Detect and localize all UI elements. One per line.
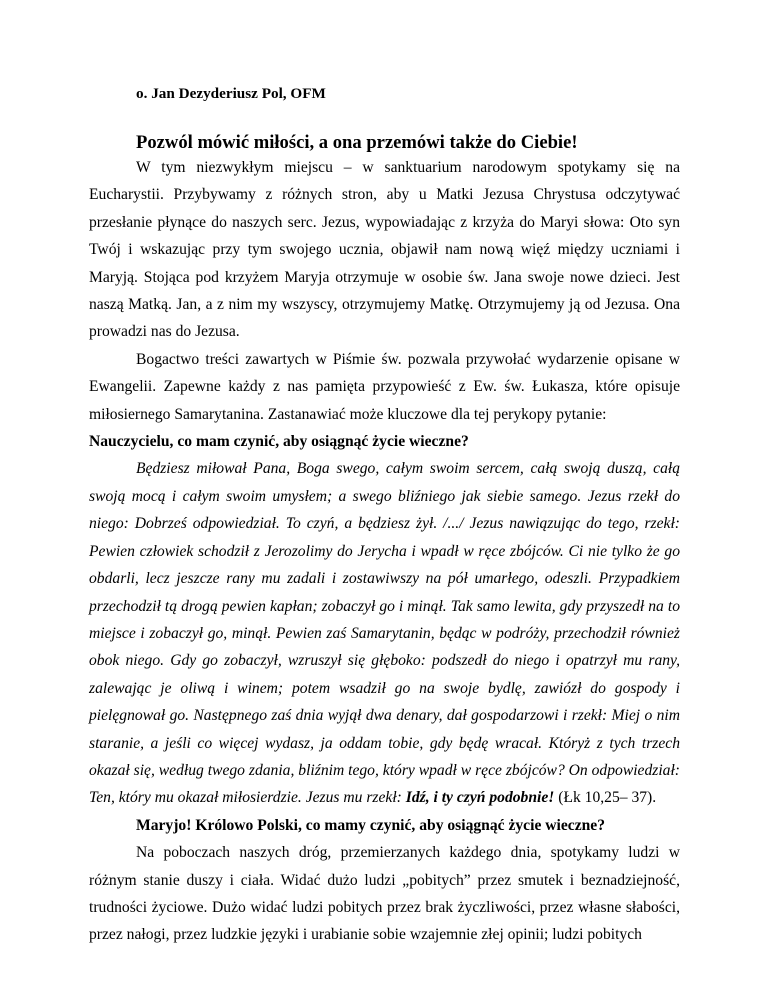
quote-emphasis: Idź, i ty czyń podobnie!	[405, 789, 555, 807]
document-body	[89, 154, 680, 949]
paragraph-3: Na poboczach naszych dróg, przemierzanych każdego dnia, spotykamy ludzi w różnym stanie duszy i ciała. Widać dużo ludzi „pobitych” przez smutek i beznadziejność, trudności życiowe. Dużo widać ludzi pobitych przez brak życzliwości, przez własne słabości, przez nałogi, przez ludzkie języki i urabianie sobie wzajemnie złej opinii; ludzi pobitych	[89, 844, 680, 944]
paragraph-1: W tym niezwykłym miejscu – w sanktuarium narodowym spotykamy się na Eucharystii. Przybywamy z różnych stron, aby u Matki Jezusa Chrystusa odczytywać przesłanie płynące do naszych serc. Jezus, wypowiadając z krzyża do Maryi słowa: Oto syn Twój i wskazując przy tym swojego ucznia, objawił nam nową więź między uczniami i Maryją. Stojąca pod krzyżem Maryja otrzymuje w osobie św. Jana swoje nowe dzieci. Jest naszą Matką. Jan, a z nim my wszyscy, otrzymujemy Matkę. Otrzymujemy ją od Jezusa. Ona prowadzi nas do Jezusa.	[89, 159, 680, 341]
document-title: Pozwól mówić miłości, a ona przemówi także do Ciebie!	[136, 132, 578, 153]
quote-text: Będziesz miłował Pana, Boga swego, całym swoim sercem, całą swoją duszą, całą swoją mocą i całym swoim umysłem; a swego bliźniego jak siebie samego. Jezus rzekł do niego: Dobrześ odpowiedział. To czyń, a będziesz żył. /.../ Jezus nawiązując do tego, rzekł: Pewien człowiek schodził z Jerozolimy do Jerycha i wpadł w ręce zbójców. Ci nie tylko że go obdarli, lecz jeszcze rany mu zadali i zostawiwszy na pół umarłego, odeszli. Przypadkiem przechodził tą drogą pewien kapłan; zobaczył go i minął. Tak samo lewita, gdy przyszedł na to miejsce i zobaczył go, minął. Pewien zaś Samarytanin, będąc w podróży, przechodził również obok niego. Gdy go zobaczył, wzruszył się głęboko: podszedł do niego i opatrzył mu rany, zalewając je oliwą i winem; potem wsadził go na swoje bydlę, zawiózł do gospody i pielęgnował go. Następnego zaś dnia wyjął dwa denary, dał gospodarzowi i rzekł: Miej o nim staranie, a jeśli co więcej wydasz, ja oddam tobie, gdy będę wracał. Któryż z tych trzech okazał się, według twego zdania, bliźnim tego, który wpadł w ręce zbójców? On odpowiedział: Ten, który mu okazał miłosierdzie. Jezus mu rzekł:	[89, 460, 680, 807]
author-line: o. Jan Dezyderiusz Pol, OFM	[136, 85, 326, 102]
quote-reference: (Łk 10,25– 37).	[558, 789, 657, 807]
question-teacher: Nauczycielu, co mam czynić, aby osiągnąć życie wieczne?	[89, 433, 469, 451]
question-mary: Maryjo! Królowo Polski, co mamy czynić, aby osiągnąć życie wieczne?	[136, 816, 606, 834]
gospel-quote	[89, 455, 680, 811]
paragraph-2: Bogactwo treści zawartych w Piśmie św. pozwala przywołać wydarzenie opisane w Ewangelii. Zapewne każdy z nas pamięta przypowieść z Ew. św. Łukasza, które opisuje miłosiernego Samarytanina. Zastanawiać może kluczowe dla tej perykopy pytanie:	[89, 350, 680, 423]
